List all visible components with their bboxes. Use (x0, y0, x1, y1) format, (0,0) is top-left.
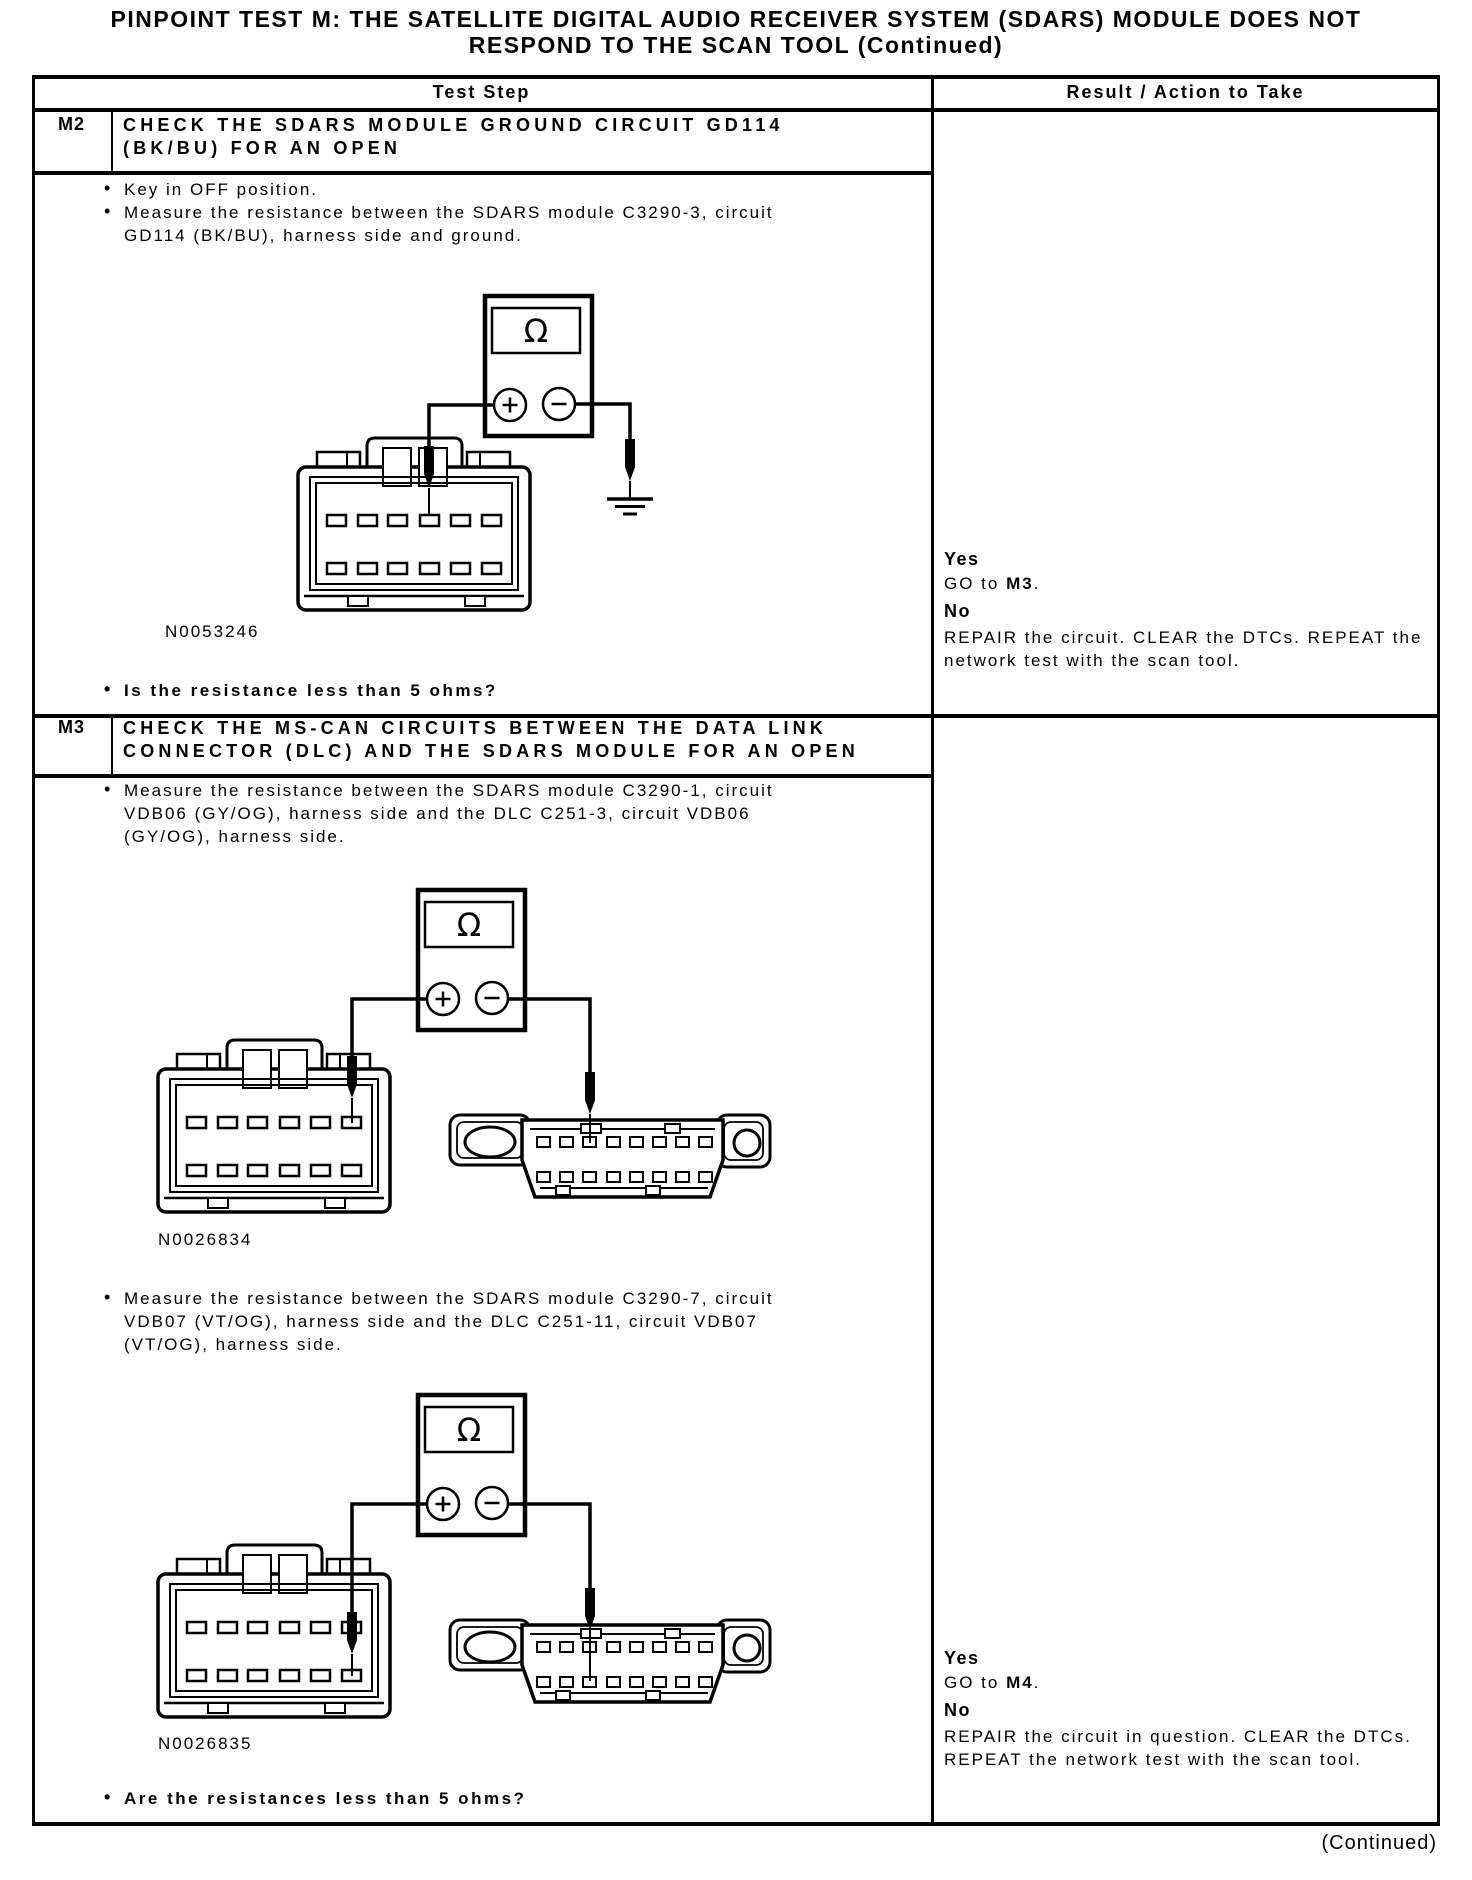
step-title-m3-line2: CONNECTOR (DLC) AND THE SDARS MODULE FOR AN OPEN (123, 741, 859, 761)
bullet-text: Key in OFF position. (124, 180, 319, 199)
page-title (0, 6, 1472, 58)
step-id-m3: M3 (57, 717, 85, 737)
result-no-action: REPAIR the circuit. CLEAR the DTCs. REPEAT the network test with the scan tool. (944, 628, 1423, 670)
sdars-module-connector-icon (298, 438, 530, 610)
figure-label: N0053246 (165, 622, 260, 641)
figure-m3-vdb07-check (158, 1395, 770, 1717)
figure-label: N0026835 (158, 1734, 253, 1753)
bullet-text: Measure the resistance between the SDARS module C3290-1, circuit VDB06 (GY/OG), harness side and the DLC C251-3, circuit VDB06 (GY/OG), harness side. (124, 781, 774, 846)
page-title-line2: RESPOND TO THE SCAN TOOL (Continued) (468, 32, 1004, 58)
result-no-label: No (944, 1700, 971, 1720)
column-header-result: Result / Action to Take (1066, 82, 1305, 102)
bullet-item (104, 779, 784, 848)
page-title-line1: PINPOINT TEST M: THE SATELLITE DIGITAL AUDIO RECEIVER SYSTEM (SDARS) MODULE DOES NOT (110, 6, 1362, 32)
bullet-item (104, 178, 784, 201)
figure-m2-ground-check (298, 296, 653, 610)
bullet-item (104, 201, 784, 247)
continued-note: (Continued) (1321, 1832, 1437, 1854)
ground-icon (607, 499, 653, 514)
figure-m3-vdb06-check (158, 890, 770, 1212)
step-id-m2: M2 (57, 114, 85, 134)
result-yes-action: GO to M4. (944, 1673, 1041, 1692)
step-title-m2-line1: CHECK THE SDARS MODULE GROUND CIRCUIT GD114 (123, 115, 784, 135)
bullet-item (104, 1287, 784, 1356)
question-text: Are the resistances less than 5 ohms? (124, 1789, 527, 1808)
dlc-connector-icon (450, 1115, 770, 1197)
result-yes-label: Yes (944, 1648, 980, 1668)
result-yes-action: GO to M3. (944, 574, 1041, 593)
result-no-label: No (944, 601, 971, 621)
question-m3 (104, 1787, 824, 1810)
question-text: Is the resistance less than 5 ohms? (124, 681, 498, 700)
ohmmeter-icon (418, 1395, 525, 1535)
probe-icon (625, 439, 635, 481)
step-title-m2 (123, 114, 784, 160)
question-m2 (104, 679, 824, 702)
dlc-connector-icon (450, 1620, 770, 1702)
column-header-test-step: Test Step (432, 82, 531, 102)
result-yes-label: Yes (944, 549, 980, 569)
ohmmeter-icon (485, 296, 592, 436)
probe-icon (585, 1072, 595, 1114)
ohmmeter-icon (418, 890, 525, 1030)
bullet-text: Measure the resistance between the SDARS module C3290-7, circuit VDB07 (VT/OG), harness side and the DLC C251-11, circuit VDB07 (VT/OG), harness side. (124, 1289, 774, 1354)
bullet-text: Measure the resistance between the SDARS module C3290-3, circuit GD114 (BK/BU), harness side and ground. (124, 203, 774, 245)
step-title-m2-line2: (BK/BU) FOR AN OPEN (123, 138, 402, 158)
figure-label: N0026834 (158, 1230, 253, 1249)
step-title-m3-line1: CHECK THE MS-CAN CIRCUITS BETWEEN THE DATA LINK (123, 718, 828, 738)
circuit-diagrams: Ω (0, 0, 1472, 1880)
result-no-action: REPAIR the circuit in question. CLEAR the DTCs. REPEAT the network test with the scan tool. (944, 1727, 1412, 1769)
step-title-m3 (123, 717, 859, 763)
